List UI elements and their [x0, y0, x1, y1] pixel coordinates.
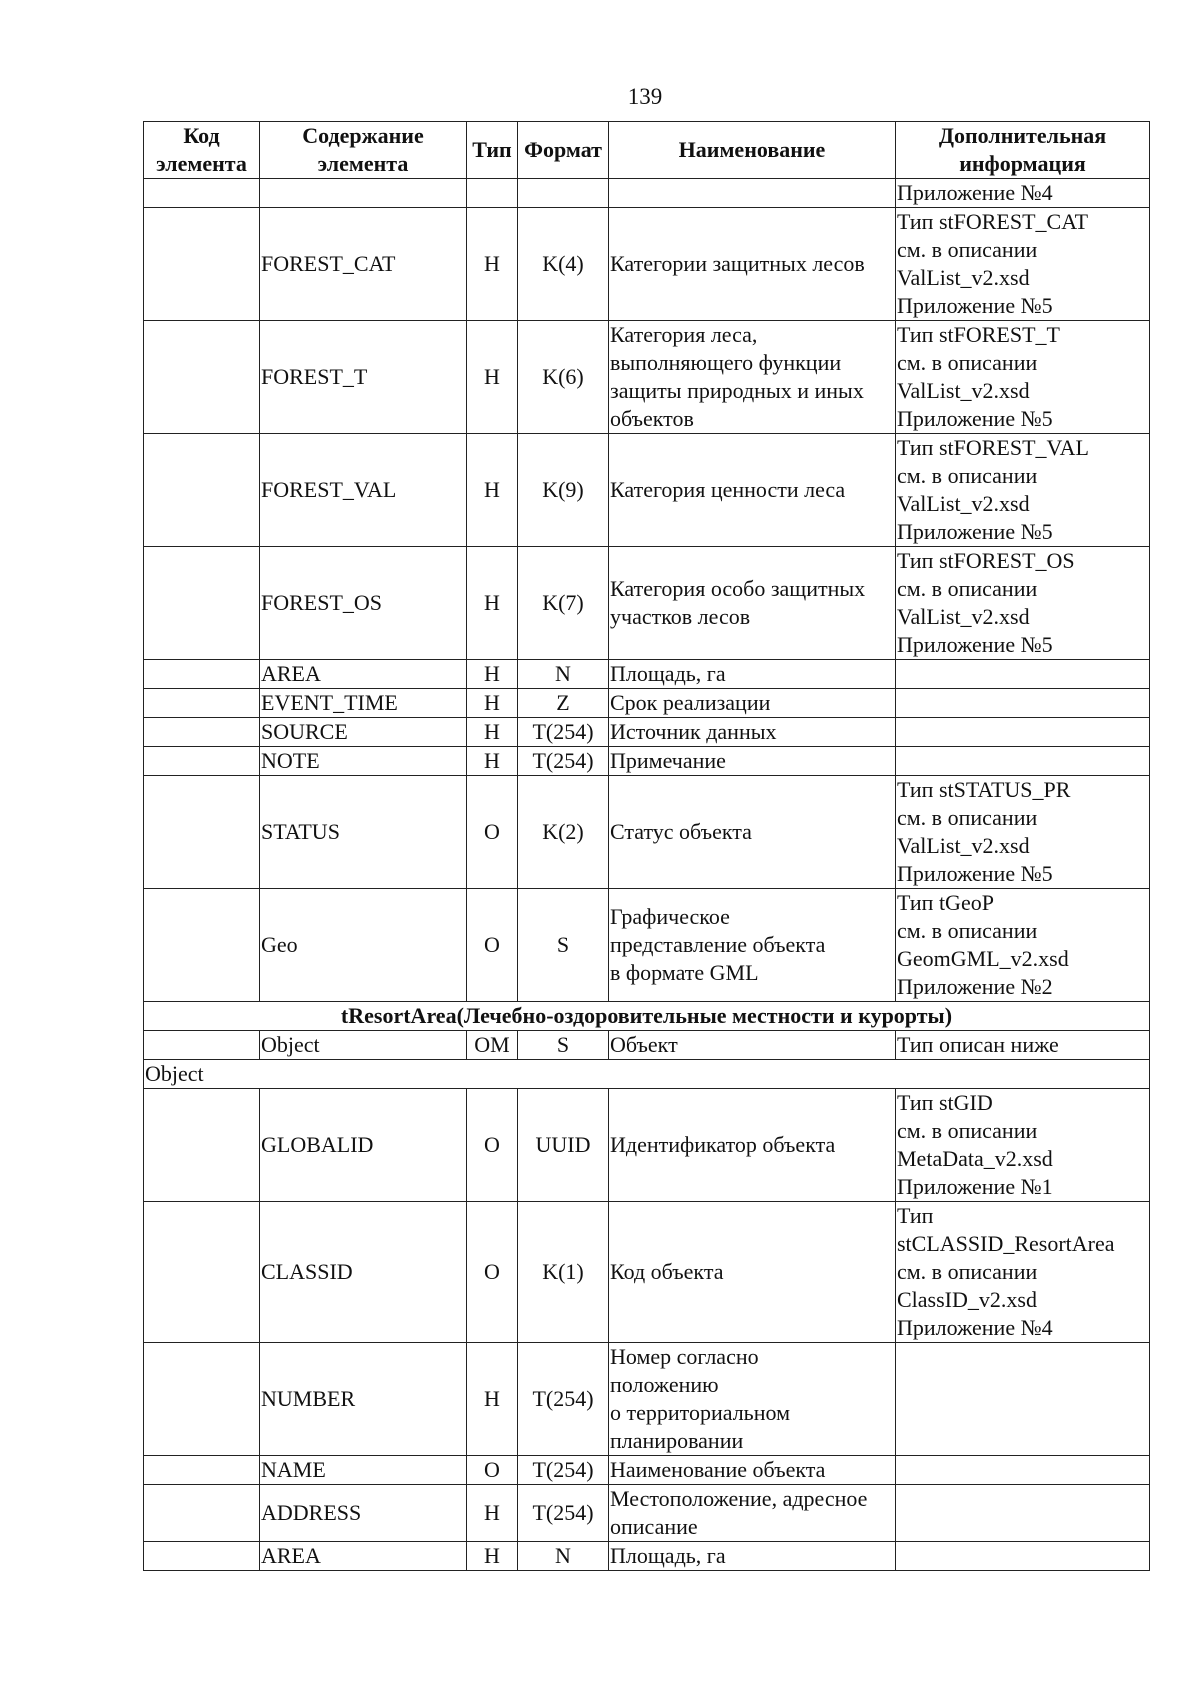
table-span-row [144, 1060, 1150, 1089]
table-row [144, 747, 1150, 776]
cell-name [609, 179, 896, 208]
cell-extra: Тип stGID см. в описании MetaData_v2.xsd Приложение №1 [896, 1089, 1150, 1202]
cell-extra: Тип stFOREST_CAT см. в описании ValList_v2.xsd Приложение №5 [896, 208, 1150, 321]
cell-name: Площадь, га [609, 660, 896, 689]
cell-format: S [518, 1031, 609, 1060]
cell-content: AREA [260, 660, 467, 689]
cell-type: О [467, 1456, 518, 1485]
cell-name: Срок реализации [609, 689, 896, 718]
cell-format: T(254) [518, 1343, 609, 1456]
cell-code [144, 1089, 260, 1202]
cell-content [260, 179, 467, 208]
cell-type: Н [467, 1542, 518, 1571]
cell-extra: Тип stCLASSID_ResortArea см. в описании ClassID_v2.xsd Приложение №4 [896, 1202, 1150, 1343]
table-row [144, 547, 1150, 660]
cell-extra: Тип stFOREST_T см. в описании ValList_v2.xsd Приложение №5 [896, 321, 1150, 434]
cell-format: K(9) [518, 434, 609, 547]
span-label: Object [144, 1060, 1150, 1089]
cell-content: CLASSID [260, 1202, 467, 1343]
cell-name: Категория леса, выполняющего функции защиты природных и иных объектов [609, 321, 896, 434]
cell-code [144, 889, 260, 1002]
cell-extra: Тип stFOREST_VAL см. в описании ValList_v2.xsd Приложение №5 [896, 434, 1150, 547]
cell-type: Н [467, 1485, 518, 1542]
cell-code [144, 1456, 260, 1485]
cell-format: K(1) [518, 1202, 609, 1343]
table-row [144, 1031, 1150, 1060]
table-header-row [144, 122, 1150, 179]
cell-name: Категория ценности леса [609, 434, 896, 547]
cell-type: Н [467, 1343, 518, 1456]
cell-extra: Тип tGeoP см. в описании GeomGML_v2.xsd Приложение №2 [896, 889, 1150, 1002]
table-row [144, 1542, 1150, 1571]
cell-format: K(6) [518, 321, 609, 434]
cell-format: K(7) [518, 547, 609, 660]
cell-format: K(2) [518, 776, 609, 889]
cell-content: EVENT_TIME [260, 689, 467, 718]
cell-format: K(4) [518, 208, 609, 321]
cell-content: Object [260, 1031, 467, 1060]
cell-content: SOURCE [260, 718, 467, 747]
cell-content: FOREST_CAT [260, 208, 467, 321]
table-row [144, 1343, 1150, 1456]
cell-content: AREA [260, 1542, 467, 1571]
table-row [144, 1202, 1150, 1343]
elements-table [143, 121, 1150, 1571]
cell-format: S [518, 889, 609, 1002]
cell-type: О [467, 889, 518, 1002]
cell-extra [896, 660, 1150, 689]
cell-content: STATUS [260, 776, 467, 889]
cell-name: Объект [609, 1031, 896, 1060]
cell-type: Н [467, 321, 518, 434]
cell-extra [896, 747, 1150, 776]
page-number: 139 [627, 84, 663, 109]
cell-name: Графическое представление объекта в формате GML [609, 889, 896, 1002]
cell-content: FOREST_OS [260, 547, 467, 660]
cell-content: GLOBALID [260, 1089, 467, 1202]
cell-content: FOREST_T [260, 321, 467, 434]
cell-code [144, 321, 260, 434]
table-row [144, 208, 1150, 321]
cell-name: Местоположение, адресное описание [609, 1485, 896, 1542]
header-type: Тип [467, 122, 518, 179]
cell-type [467, 179, 518, 208]
cell-content: FOREST_VAL [260, 434, 467, 547]
cell-code [144, 1202, 260, 1343]
cell-code [144, 689, 260, 718]
table-row [144, 434, 1150, 547]
cell-name: Идентификатор объекта [609, 1089, 896, 1202]
cell-extra: Тип stFOREST_OS см. в описании ValList_v2.xsd Приложение №5 [896, 547, 1150, 660]
cell-type: Н [467, 547, 518, 660]
cell-code [144, 179, 260, 208]
cell-extra: Тип stSTATUS_PR см. в описании ValList_v2.xsd Приложение №5 [896, 776, 1150, 889]
cell-name: Источник данных [609, 718, 896, 747]
table-row [144, 889, 1150, 1002]
cell-code [144, 1542, 260, 1571]
cell-type: О [467, 776, 518, 889]
header-code: Код элемента [144, 122, 260, 179]
cell-name: Статус объекта [609, 776, 896, 889]
cell-format: N [518, 1542, 609, 1571]
cell-format [518, 179, 609, 208]
cell-type: Н [467, 689, 518, 718]
cell-extra [896, 718, 1150, 747]
cell-name: Категории защитных лесов [609, 208, 896, 321]
cell-code [144, 747, 260, 776]
table-row [144, 776, 1150, 889]
table-row [144, 660, 1150, 689]
table-row [144, 1456, 1150, 1485]
cell-format: T(254) [518, 718, 609, 747]
table-row [144, 179, 1150, 208]
cell-name: Категория особо защитных участков лесов [609, 547, 896, 660]
cell-type: Н [467, 660, 518, 689]
cell-format: Z [518, 689, 609, 718]
cell-content: NOTE [260, 747, 467, 776]
cell-format: T(254) [518, 747, 609, 776]
cell-name: Код объекта [609, 1202, 896, 1343]
cell-code [144, 208, 260, 321]
cell-name: Номер согласно положению о территориальном планировании [609, 1343, 896, 1456]
cell-extra [896, 689, 1150, 718]
cell-format: UUID [518, 1089, 609, 1202]
cell-content: Geo [260, 889, 467, 1002]
cell-name: Примечание [609, 747, 896, 776]
cell-type: Н [467, 747, 518, 776]
cell-code [144, 776, 260, 889]
cell-code [144, 1343, 260, 1456]
cell-extra [896, 1542, 1150, 1571]
table-row [144, 321, 1150, 434]
cell-code [144, 434, 260, 547]
cell-extra [896, 1485, 1150, 1542]
cell-code [144, 660, 260, 689]
table-row [144, 1485, 1150, 1542]
cell-code [144, 718, 260, 747]
cell-extra [896, 1456, 1150, 1485]
header-name: Наименование [609, 122, 896, 179]
section-title: tResortArea(Лечебно-оздоровительные местности и курорты) [144, 1002, 1150, 1031]
table-row [144, 689, 1150, 718]
table-body [144, 179, 1150, 1571]
cell-type: Н [467, 434, 518, 547]
header-extra: Дополнительная информация [896, 122, 1150, 179]
cell-type: О [467, 1089, 518, 1202]
cell-type: Н [467, 718, 518, 747]
cell-name: Наименование объекта [609, 1456, 896, 1485]
cell-code [144, 1031, 260, 1060]
cell-code [144, 1485, 260, 1542]
table-row [144, 718, 1150, 747]
cell-extra [896, 1343, 1150, 1456]
cell-content: NUMBER [260, 1343, 467, 1456]
cell-type: О [467, 1202, 518, 1343]
cell-type: Н [467, 208, 518, 321]
cell-extra: Тип описан ниже [896, 1031, 1150, 1060]
cell-format: T(254) [518, 1485, 609, 1542]
cell-content: NAME [260, 1456, 467, 1485]
header-content: Содержание элемента [260, 122, 467, 179]
cell-content: ADDRESS [260, 1485, 467, 1542]
cell-extra: Приложение №4 [896, 179, 1150, 208]
header-format: Формат [518, 122, 609, 179]
cell-code [144, 547, 260, 660]
table-row [144, 1089, 1150, 1202]
cell-format: T(254) [518, 1456, 609, 1485]
cell-format: N [518, 660, 609, 689]
table-section-row [144, 1002, 1150, 1031]
cell-type: ОМ [467, 1031, 518, 1060]
cell-name: Площадь, га [609, 1542, 896, 1571]
